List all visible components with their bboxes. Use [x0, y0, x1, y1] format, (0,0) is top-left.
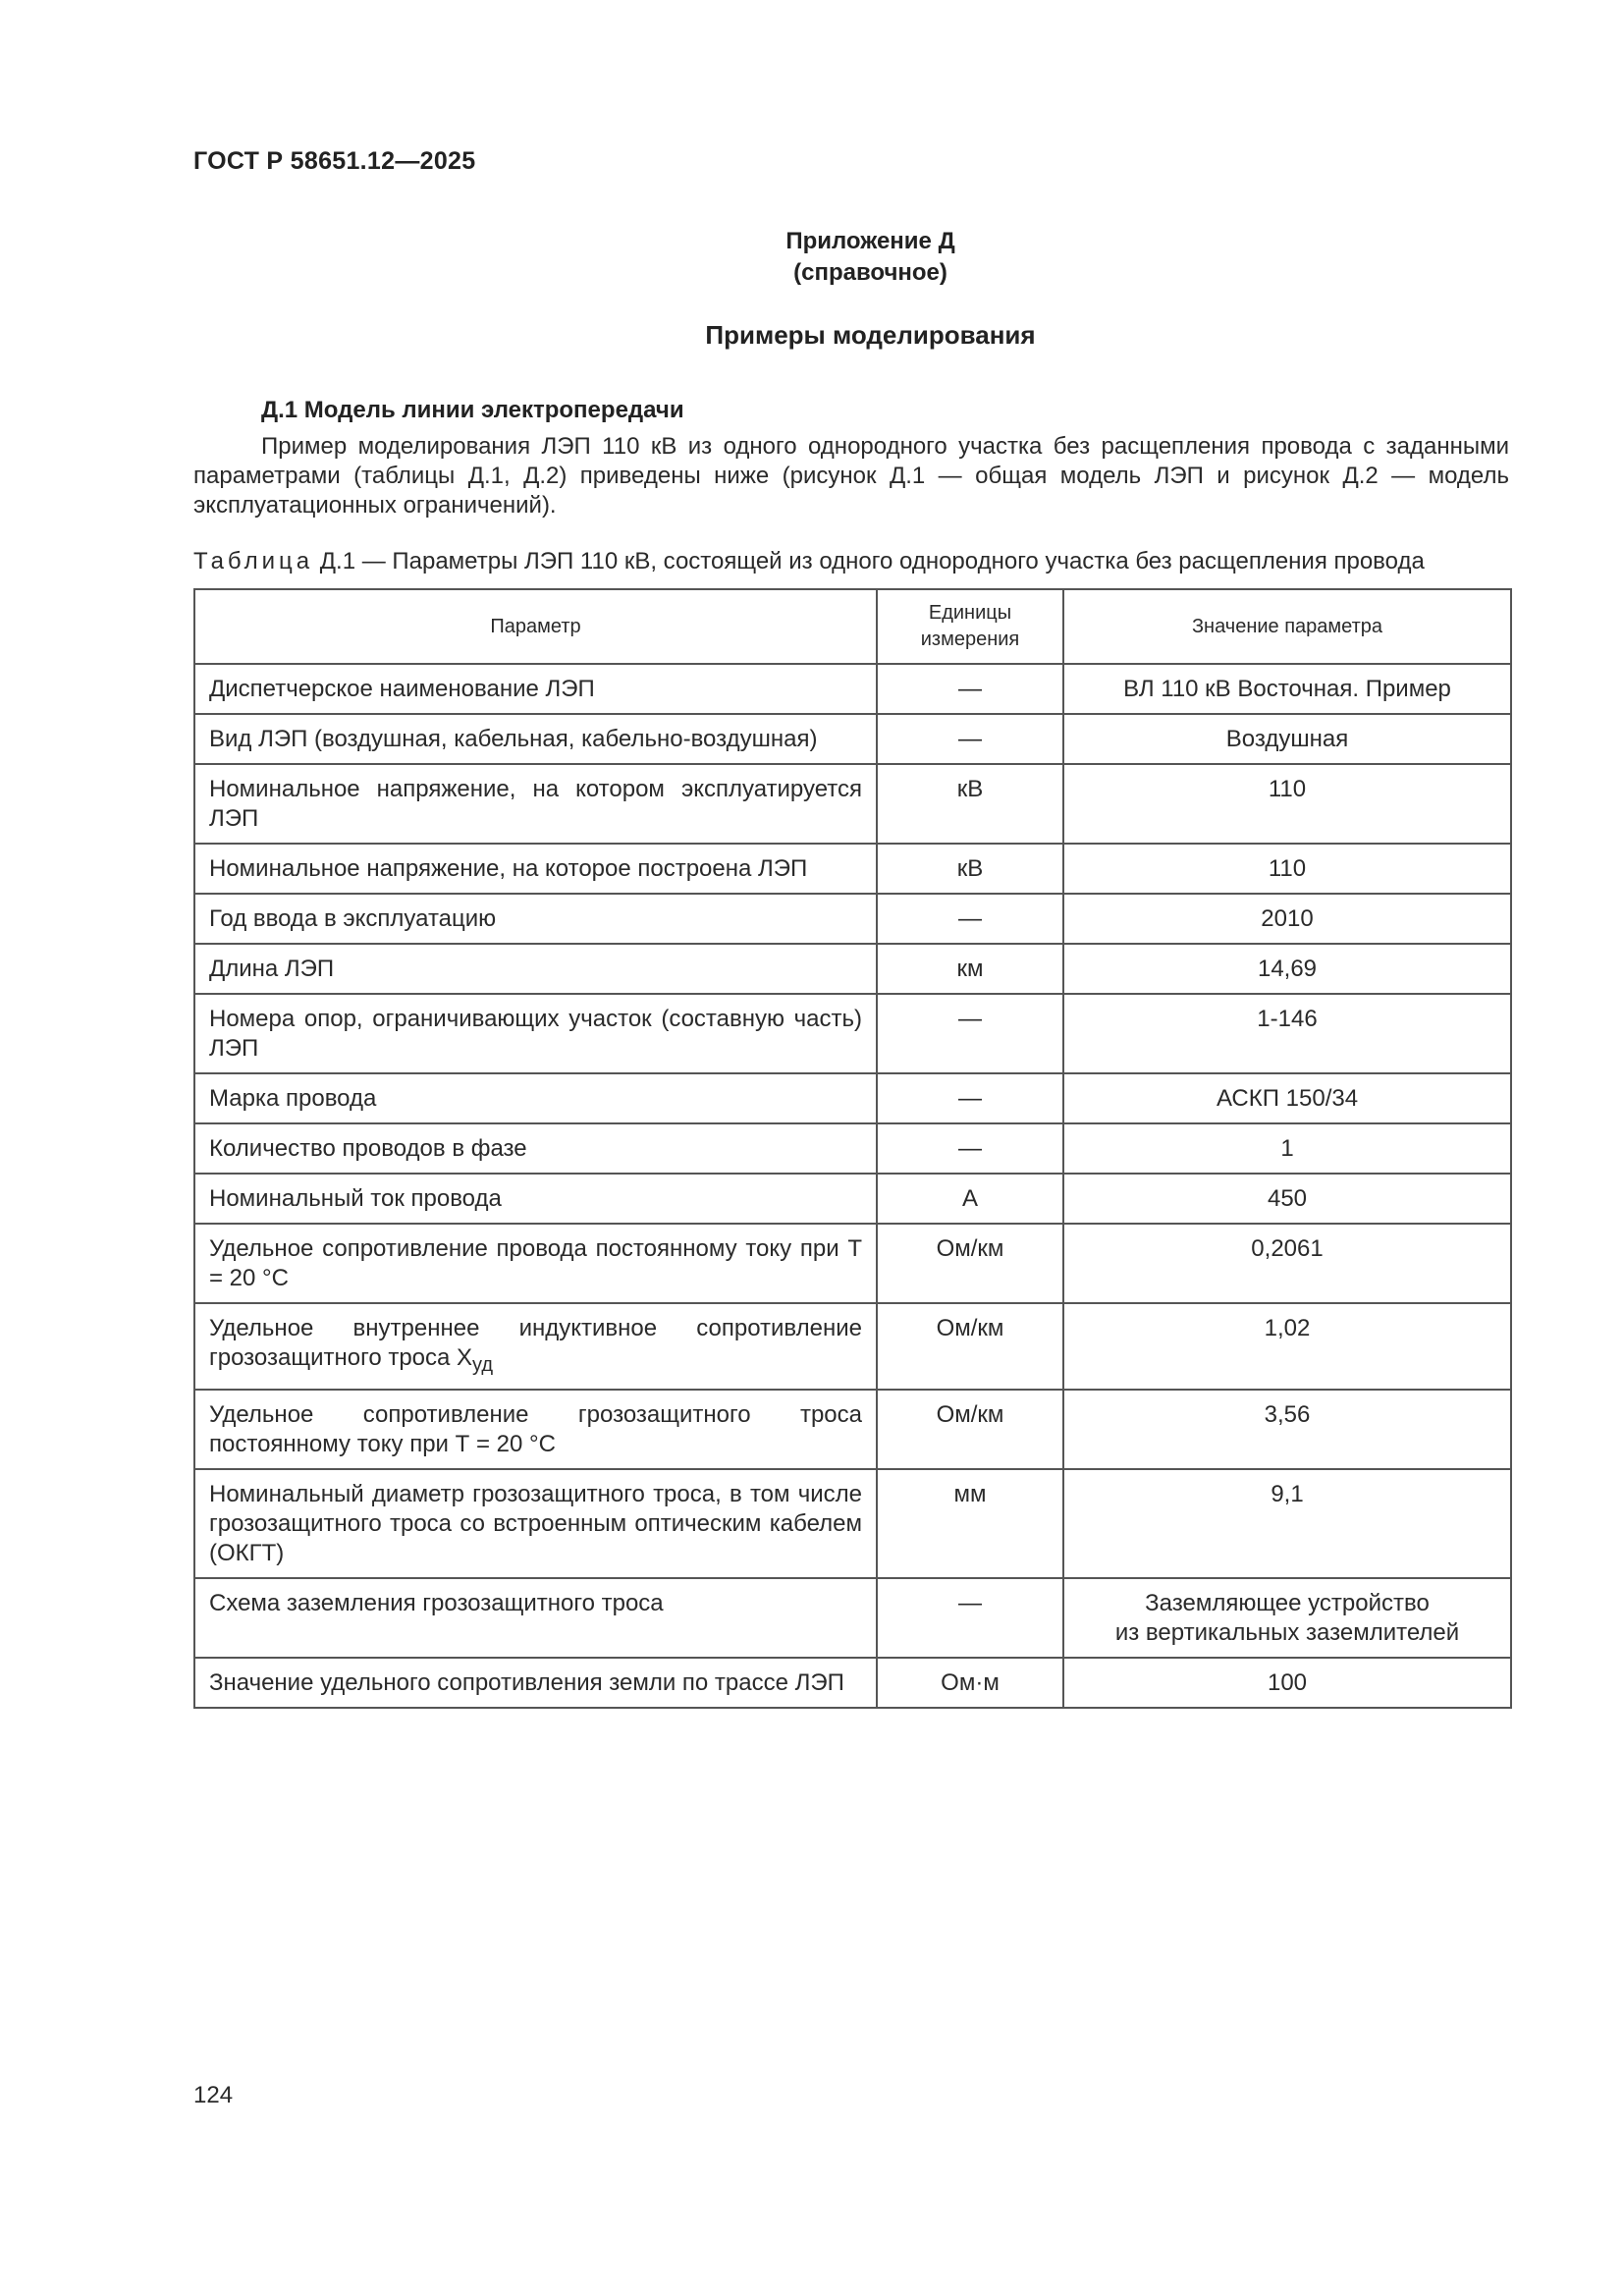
document-header: ГОСТ Р 58651.12—2025	[193, 147, 476, 175]
param-cell: Год ввода в эксплуатацию	[194, 894, 877, 944]
unit-cell: —	[877, 664, 1063, 714]
table-row	[194, 1174, 1511, 1224]
table-caption-label: Таблица	[193, 548, 314, 574]
table-row	[194, 994, 1511, 1073]
value-cell: 110	[1063, 844, 1511, 894]
value-cell: 100	[1063, 1658, 1511, 1708]
param-cell: Удельное сопротивление провода постоянному току при Т = 20 °С	[194, 1224, 877, 1303]
unit-cell: кВ	[877, 764, 1063, 844]
table-row	[194, 1123, 1511, 1174]
unit-cell: —	[877, 1578, 1063, 1658]
value-cell: 1-146	[1063, 994, 1511, 1073]
value-cell: ВЛ 110 кВ Восточная. Пример	[1063, 664, 1511, 714]
table-header-row	[194, 589, 1511, 664]
appendix-heading	[0, 226, 1623, 289]
page-number: 124	[193, 2082, 234, 2108]
table-row	[194, 1390, 1511, 1469]
unit-cell: Ом/км	[877, 1224, 1063, 1303]
appendix-title: Приложение Д	[785, 228, 955, 254]
subsection-title: Д.1 Модель линии электропередачи	[261, 397, 684, 423]
table-row	[194, 714, 1511, 764]
value-line: Заземляющее устройство	[1145, 1589, 1430, 1616]
table-row	[194, 844, 1511, 894]
param-cell: Значение удельного сопротивления земли по трассе ЛЭП	[194, 1658, 877, 1708]
unit-cell: Ом·м	[877, 1658, 1063, 1708]
unit-cell: —	[877, 714, 1063, 764]
table-row	[194, 1073, 1511, 1123]
header-param: Параметр	[194, 589, 877, 664]
parameters-table	[193, 588, 1512, 1709]
table-row	[194, 1224, 1511, 1303]
value-cell: 9,1	[1063, 1469, 1511, 1578]
value-cell: Воздушная	[1063, 714, 1511, 764]
unit-cell: Ом/км	[877, 1303, 1063, 1390]
param-cell: Номера опор, ограничивающих участок (составную часть) ЛЭП	[194, 994, 877, 1073]
table-row	[194, 1658, 1511, 1708]
param-cell: Номинальное напряжение, на которое построена ЛЭП	[194, 844, 877, 894]
param-cell	[194, 1303, 877, 1390]
table-row	[194, 1303, 1511, 1390]
param-cell: Марка провода	[194, 1073, 877, 1123]
value-cell: 110	[1063, 764, 1511, 844]
unit-cell: —	[877, 994, 1063, 1073]
unit-cell: Ом/км	[877, 1390, 1063, 1469]
intro-paragraph: Пример моделирования ЛЭП 110 кВ из одного однородного участка без расщепления провода с заданными параметрами (таблицы Д.1, Д.2) приведены ниже (рисунок Д.1 — общая модель ЛЭП и рисунок Д.2 — модель эксплуатационных ограничений).	[193, 433, 1509, 519]
unit-cell: кВ	[877, 844, 1063, 894]
unit-cell: —	[877, 1123, 1063, 1174]
value-cell: АСКП 150/34	[1063, 1073, 1511, 1123]
value-cell: 3,56	[1063, 1390, 1511, 1469]
table-row	[194, 944, 1511, 994]
table-row	[194, 764, 1511, 844]
param-cell: Количество проводов в фазе	[194, 1123, 877, 1174]
table-caption	[193, 548, 1529, 575]
header-unit: Единицы измерения	[877, 589, 1063, 664]
unit-cell: мм	[877, 1469, 1063, 1578]
param-cell: Схема заземления грозозащитного троса	[194, 1578, 877, 1658]
param-cell: Удельное сопротивление грозозащитного троса постоянному току при Т = 20 °С	[194, 1390, 877, 1469]
param-cell: Длина ЛЭП	[194, 944, 877, 994]
value-cell: 0,2061	[1063, 1224, 1511, 1303]
unit-cell: —	[877, 894, 1063, 944]
value-cell: 1	[1063, 1123, 1511, 1174]
value-cell	[1063, 1578, 1511, 1658]
value-line: из вертикальных заземлителей	[1114, 1618, 1460, 1646]
unit-cell: —	[877, 1073, 1063, 1123]
param-text: Удельное внутреннее индуктивное сопротивление грозозащитного троса X	[209, 1315, 862, 1371]
param-cell: Номинальное напряжение, на котором эксплуатируется ЛЭП	[194, 764, 877, 844]
param-subscript: уд	[472, 1353, 494, 1376]
unit-cell: км	[877, 944, 1063, 994]
value-cell: 2010	[1063, 894, 1511, 944]
section-title-text: Примеры моделирования	[705, 320, 1036, 350]
param-cell: Номинальный диаметр грозозащитного троса, в том числе грозозащитного троса со встроенным оптическим кабелем (ОКГТ)	[194, 1469, 877, 1578]
table-row	[194, 894, 1511, 944]
table-row	[194, 664, 1511, 714]
value-cell: 450	[1063, 1174, 1511, 1224]
param-cell: Диспетчерское наименование ЛЭП	[194, 664, 877, 714]
param-cell: Вид ЛЭП (воздушная, кабельная, кабельно-воздушная)	[194, 714, 877, 764]
table-row	[194, 1578, 1511, 1658]
appendix-subtitle: (справочное)	[793, 259, 947, 286]
header-value: Значение параметра	[1063, 589, 1511, 664]
section-title	[0, 320, 1623, 351]
table-caption-text: Д.1 — Параметры ЛЭП 110 кВ, состоящей из одного однородного участка без расщепления провода	[313, 548, 1425, 574]
value-cell: 1,02	[1063, 1303, 1511, 1390]
value-cell: 14,69	[1063, 944, 1511, 994]
param-cell: Номинальный ток провода	[194, 1174, 877, 1224]
unit-cell: А	[877, 1174, 1063, 1224]
table-row	[194, 1469, 1511, 1578]
